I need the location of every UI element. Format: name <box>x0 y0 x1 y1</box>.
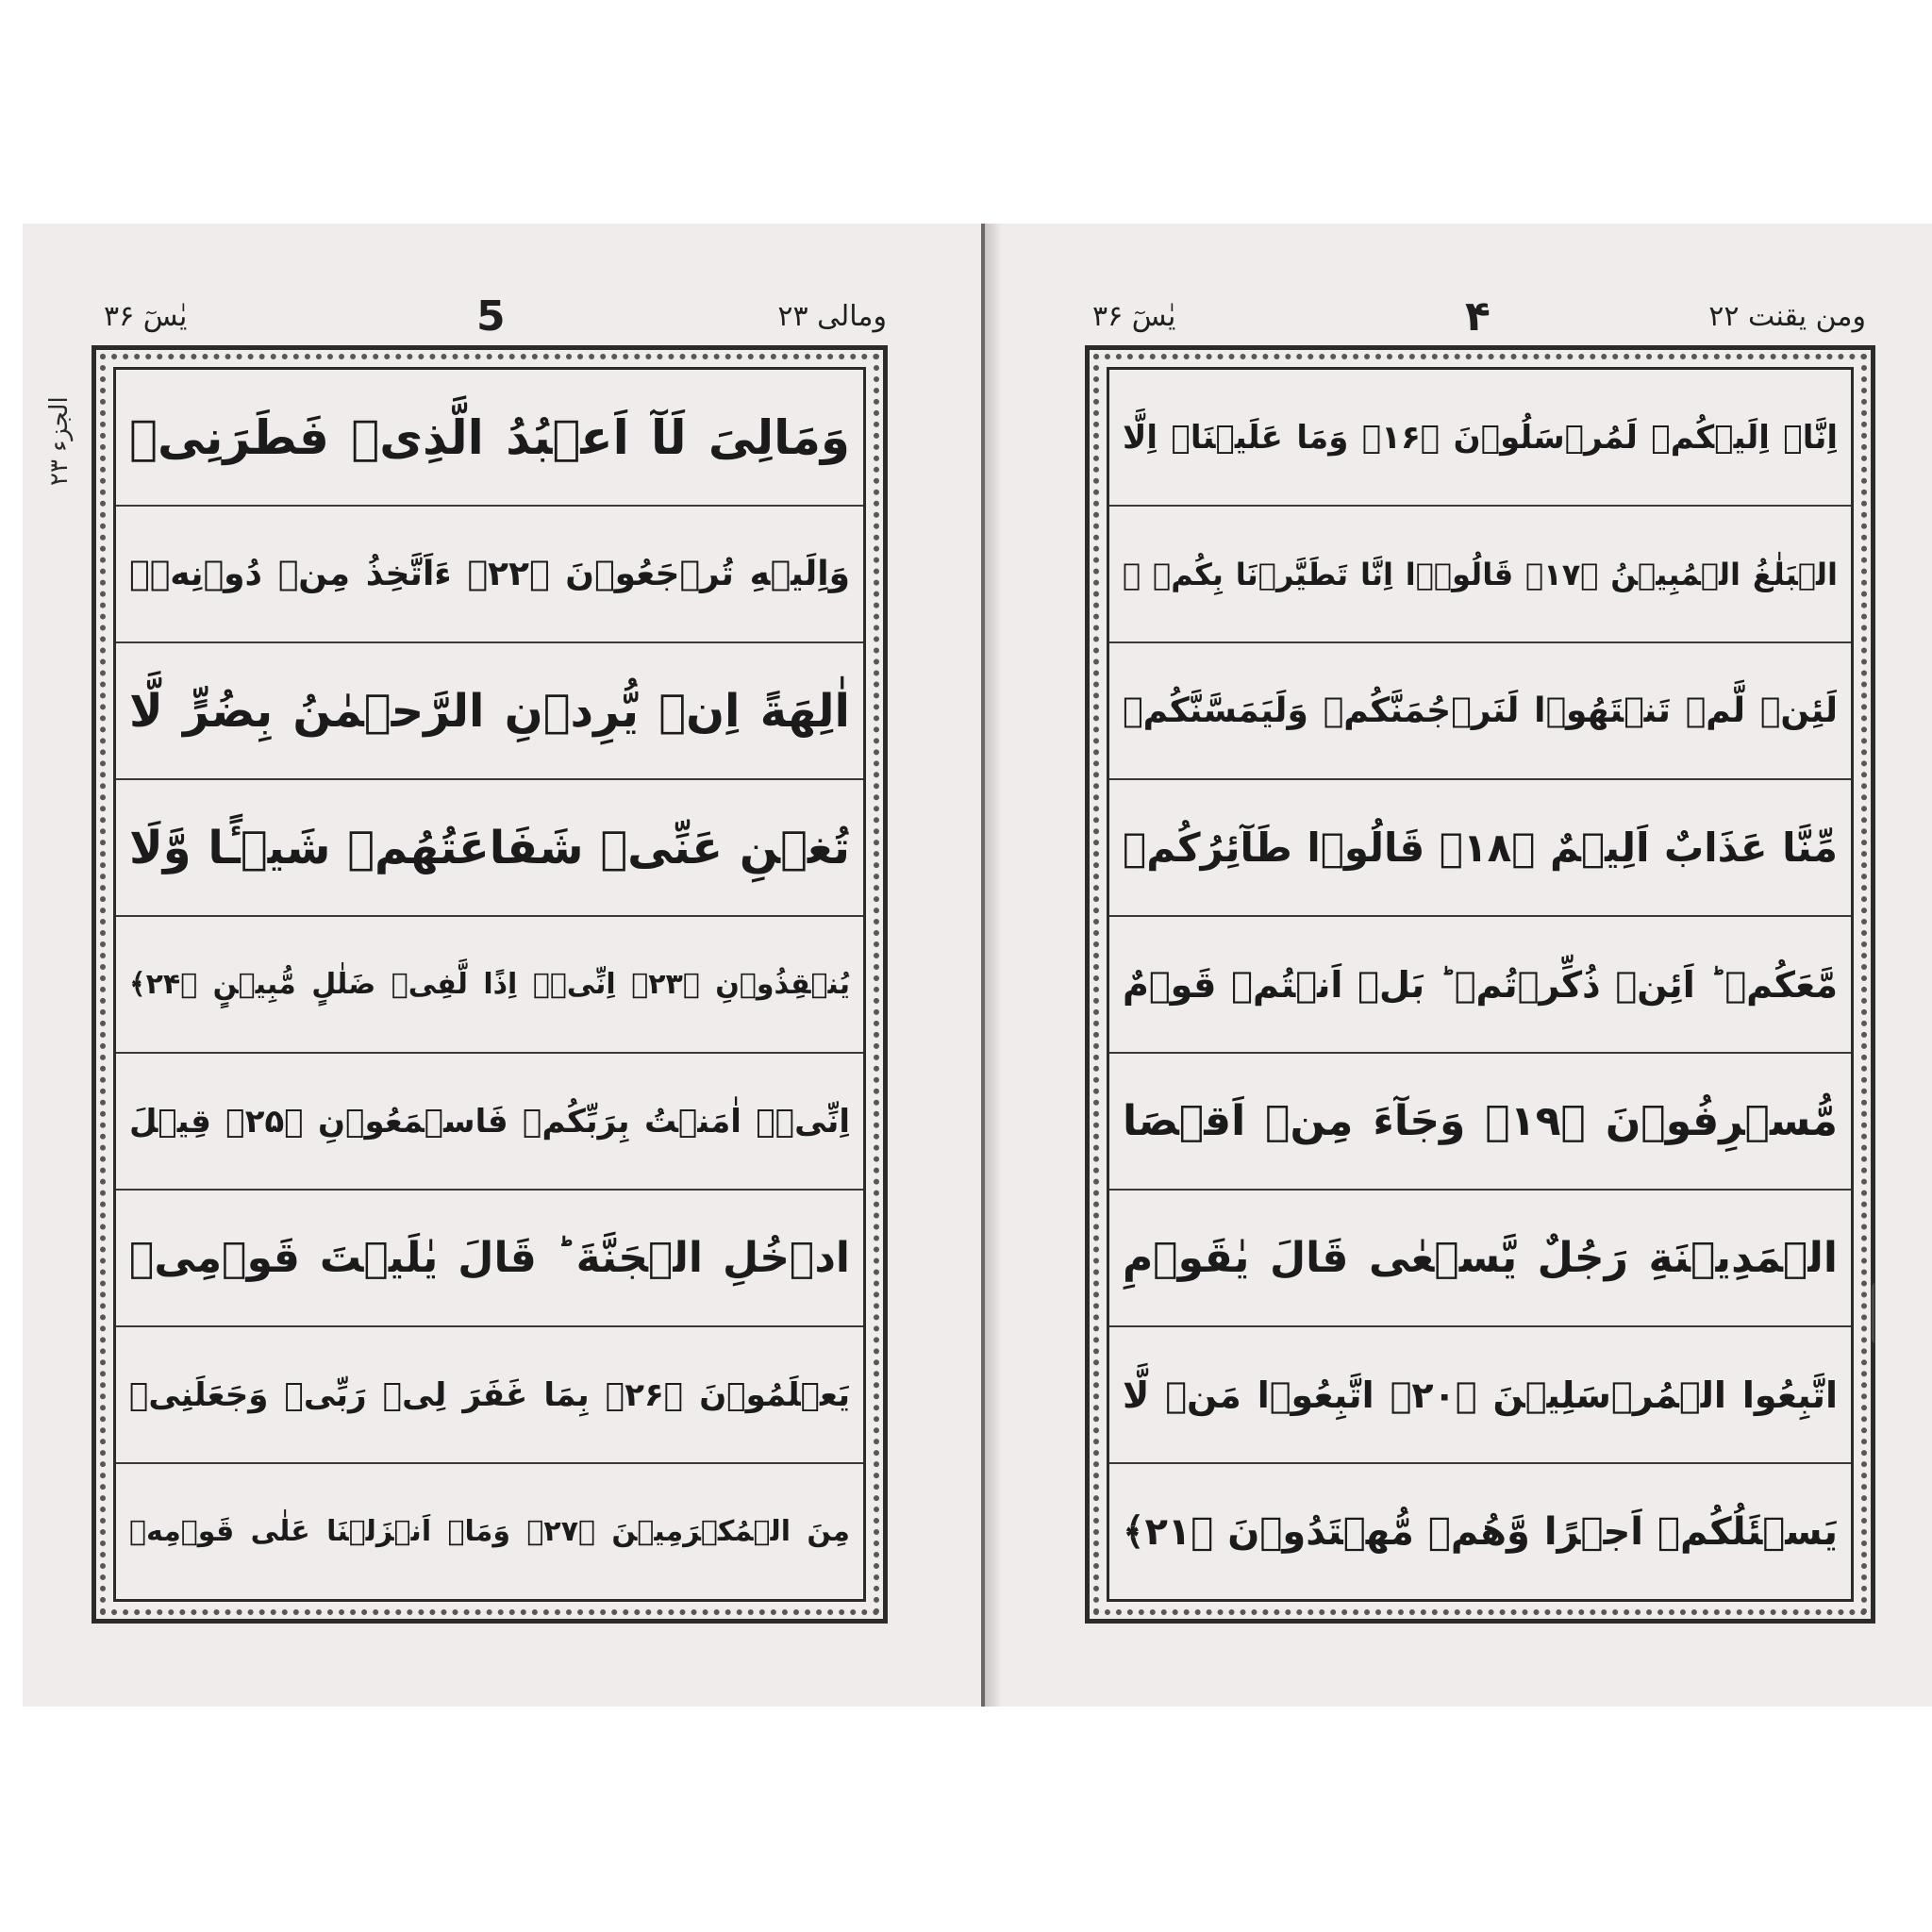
verse-line-text: یَسۡئَلُکُمۡ اَجۡرًا وَّهُمۡ مُّهۡتَدُوۡنَ ﴿۲۱﴾ <box>1123 1509 1838 1554</box>
verse-line-text: یُنۡقِذُوۡنِ ﴿۲۳﴾ اِنِّیۡۤ اِذًا لَّفِیۡ ضَلٰلٍ مُّبِیۡنٍ ﴿۲۴﴾ <box>129 968 850 1001</box>
verse-line <box>1109 507 1851 643</box>
verse-line-text: مُّسۡرِفُوۡنَ ﴿۱۹﴾ وَجَآءَ مِنۡ اَقۡصَا <box>1123 1097 1838 1145</box>
verse-line <box>116 370 863 507</box>
pen-mark <box>1872 1283 1880 1343</box>
verse-line-text: ادۡخُلِ الۡجَنَّةَ ؕ قَالَ یٰلَیۡتَ قَوۡمِیۡ <box>129 1234 850 1282</box>
verse-line-text: اِنَّاۤ اِلَیۡکُمۡ لَمُرۡسَلُوۡنَ ﴿۱۶﴾ وَمَا عَلَیۡنَاۤ اِلَّا <box>1123 418 1838 457</box>
verse-line <box>116 507 863 643</box>
left-header-page-number: 5 <box>476 292 506 341</box>
right-page-header <box>1092 294 1866 340</box>
verse-line-text: الۡمَدِیۡنَةِ رَجُلٌ یَّسۡعٰی قَالَ یٰقَوۡمِ <box>1123 1234 1838 1282</box>
left-margin-juz-note: الجزء ۲۳ <box>45 396 74 486</box>
verse-line-text: الۡبَلٰغُ الۡمُبِیۡنُ ﴿۱۷﴾ قَالُوۡۤا اِنَّا تَطَیَّرۡنَا بِکُمۡ ۚ <box>1123 556 1839 592</box>
right-text-frame <box>1085 345 1875 1624</box>
verse-line <box>116 1464 863 1599</box>
verse-line-text: وَمَالِیَ لَآ اَعۡبُدُ الَّذِیۡ فَطَرَنِیۡ <box>129 409 850 465</box>
verse-line-text: اِنِّیۡۤ اٰمَنۡتُ بِرَبِّکُمۡ فَاسۡمَعُوۡنِ ﴿۲۵﴾ قِیۡلَ <box>129 1102 850 1141</box>
verse-line <box>116 1054 863 1191</box>
left-header-juz: ومالی ۲۳ <box>777 300 887 333</box>
verse-line-text: اتَّبِعُوا الۡمُرۡسَلِیۡنَ ﴿۲۰﴾ اتَّبِعُوۡا مَنۡ لَّا <box>1123 1374 1838 1416</box>
left-header-surah: یٰسٓ ۳۶ <box>104 300 188 333</box>
verse-line <box>116 917 863 1054</box>
verse-line <box>1109 1191 1851 1327</box>
verse-line <box>1109 643 1851 780</box>
verse-line-text: مَّعَکُمۡ ؕ اَئِنۡ ذُکِّرۡتُمۡ ؕ بَلۡ اَنۡتُمۡ قَوۡمٌ <box>1123 963 1838 1006</box>
left-verse-lines <box>116 370 863 1599</box>
right-frame-inner <box>1107 367 1854 1602</box>
spine-shadow <box>985 224 1002 1707</box>
verse-line-text: مِنَ الۡمُکۡرَمِیۡنَ ﴿۲۷﴾ وَمَاۤ اَنۡزَلۡنَا عَلٰی قَوۡمِهٖ <box>129 1515 851 1548</box>
left-text-frame <box>92 345 888 1624</box>
verse-line <box>1109 917 1851 1054</box>
verse-line-text: مِّنَّا عَذَابٌ اَلِیۡمٌ ﴿۱۸﴾ قَالُوۡا طَآئِرُکُمۡ <box>1123 824 1838 871</box>
verse-line-text: اٰلِهَةً اِنۡ یُّرِدۡنِ الرَّحۡمٰنُ بِضُرٍّ لَّا <box>129 684 850 738</box>
verse-line <box>116 643 863 780</box>
verse-line <box>1109 370 1851 507</box>
verse-line <box>1109 780 1851 917</box>
verse-line-text: تُغۡنِ عَنِّیۡ شَفَاعَتُهُمۡ شَیۡـًٔا وَّلَا <box>129 821 850 874</box>
left-page-header <box>104 294 887 340</box>
verse-line-text: وَاِلَیۡهِ تُرۡجَعُوۡنَ ﴿۲۲﴾ ءَاَتَّخِذُ مِنۡ دُوۡنِهٖۤ <box>129 555 850 593</box>
spine-fold <box>981 224 985 1707</box>
verse-line <box>1109 1464 1851 1599</box>
verse-line <box>116 1191 863 1327</box>
right-header-juz: ومن یقنت ۲۲ <box>1708 300 1866 333</box>
verse-line <box>116 1327 863 1464</box>
left-frame-inner <box>113 367 866 1602</box>
verse-line-text: یَعۡلَمُوۡنَ ﴿۲۶﴾ بِمَا غَفَرَ لِیۡ رَبِّیۡ وَجَعَلَنِیۡ <box>129 1375 850 1414</box>
verse-line-text: لَئِنۡ لَّمۡ تَنۡتَهُوۡا لَنَرۡجُمَنَّکُمۡ وَلَیَمَسَّنَّکُمۡ <box>1123 691 1838 730</box>
right-header-surah: یٰسٓ ۳۶ <box>1092 300 1176 333</box>
verse-line <box>116 780 863 917</box>
right-verse-lines <box>1109 370 1851 1599</box>
verse-line <box>1109 1327 1851 1464</box>
right-header-page-number: ۴ <box>1465 292 1491 341</box>
verse-line <box>1109 1054 1851 1191</box>
